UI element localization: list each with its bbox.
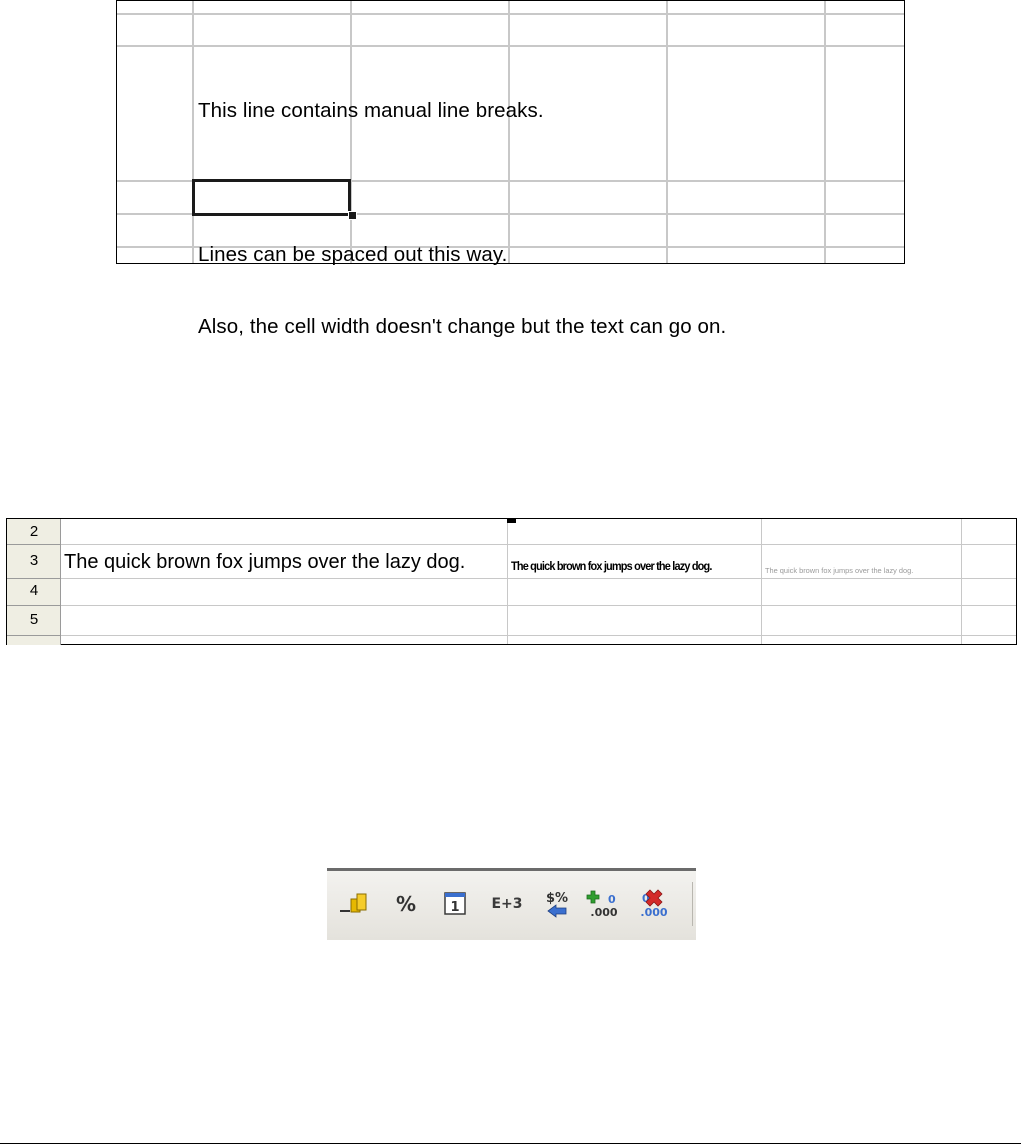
currency-format-button[interactable]	[337, 868, 371, 940]
svg-text:.000: .000	[640, 906, 668, 919]
standard-format-icon	[540, 889, 574, 919]
grid-line	[61, 635, 1016, 636]
cell-text-line: This line contains manual line breaks.	[198, 99, 544, 122]
scientific-format-button[interactable]	[486, 868, 528, 940]
percent-format-icon: %	[395, 892, 417, 916]
currency-format-icon	[339, 891, 369, 917]
page-bottom-rule	[0, 1143, 1021, 1144]
manual-line-breaks-figure	[116, 0, 905, 338]
cell-text-line: Also, the cell width doesn't change but the text can go on.	[198, 315, 727, 338]
selected-cell[interactable]	[192, 179, 351, 216]
delete-decimal-icon	[634, 888, 674, 920]
date-format-icon	[441, 891, 469, 917]
cell-text-line: Lines can be spaced out this way.	[198, 243, 508, 266]
standard-format-button[interactable]	[538, 868, 576, 940]
svg-text:.000: .000	[590, 906, 618, 919]
date-format-button[interactable]	[439, 868, 471, 940]
add-decimal-button[interactable]	[583, 868, 625, 940]
svg-text:$%: $%	[545, 891, 569, 906]
grid-line	[961, 519, 962, 644]
grid-line	[117, 45, 904, 47]
row-header-2[interactable]: 2	[29, 523, 39, 540]
column-marker	[507, 519, 516, 523]
grid-line	[61, 578, 1016, 579]
multiline-cell-text	[198, 51, 898, 387]
percent-format-button[interactable]	[389, 868, 423, 940]
grid-line	[192, 1, 194, 263]
fill-handle[interactable]	[348, 211, 357, 220]
font-width-figure	[6, 518, 1017, 645]
row-header-3[interactable]: 3	[29, 552, 39, 569]
toolbar-separator	[692, 882, 693, 926]
add-decimal-icon	[584, 888, 624, 920]
sample-text-regular: The quick brown fox jumps over the lazy dog.	[64, 551, 466, 573]
sample-text-condensed: The quick brown fox jumps over the lazy dog.	[511, 559, 712, 573]
svg-text:1: 1	[450, 900, 460, 915]
grid-line	[61, 544, 1016, 545]
number-format-toolbar	[327, 868, 696, 940]
svg-text:0: 0	[642, 892, 650, 905]
row-header-5[interactable]: 5	[29, 611, 39, 628]
grid-line	[61, 605, 1016, 606]
grid-line	[507, 519, 508, 644]
grid-line	[761, 519, 762, 644]
row-header-4[interactable]: 4	[29, 582, 39, 599]
svg-text:0: 0	[608, 893, 616, 906]
scientific-format-icon: E+3	[491, 896, 523, 912]
sample-text-small: The quick brown fox jumps over the lazy dog.	[765, 566, 914, 575]
delete-decimal-button[interactable]	[633, 868, 675, 940]
grid-line	[117, 13, 904, 15]
